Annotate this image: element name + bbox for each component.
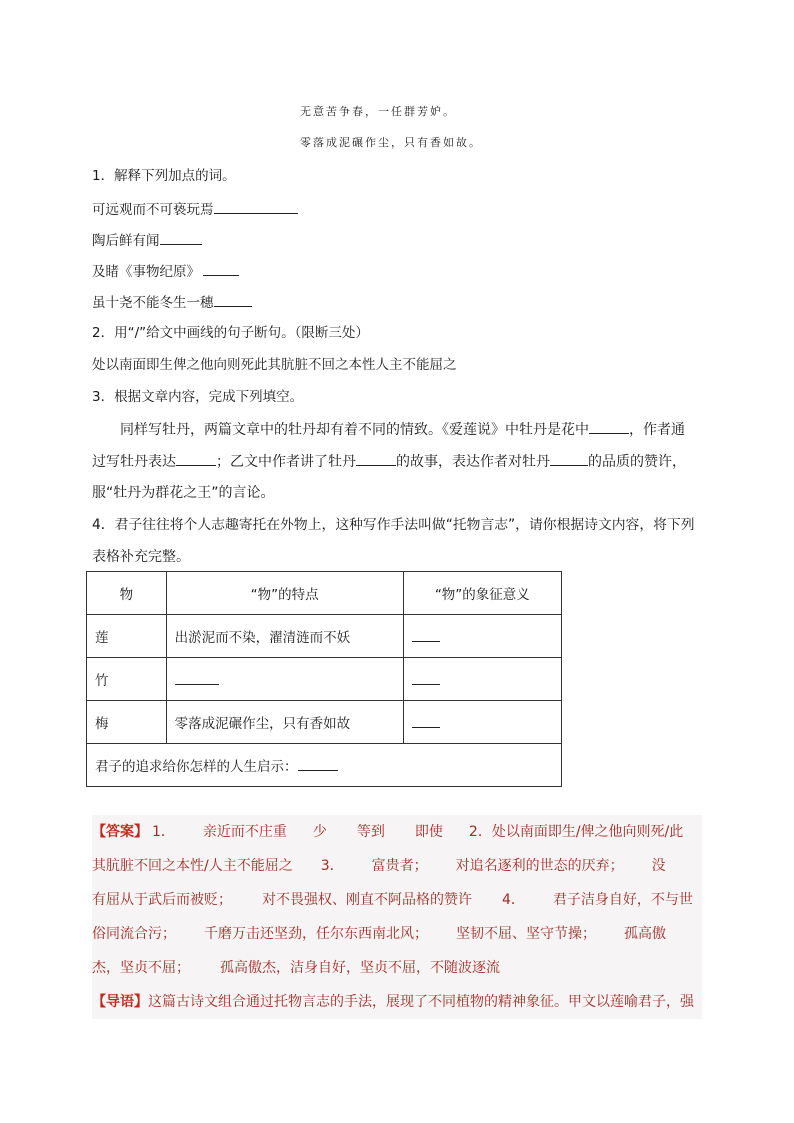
q1-item-2-text: 陶后鲜有闻 <box>92 233 160 249</box>
q3-text-2c: 的故事，表达作者对牡丹 <box>396 454 550 470</box>
answer-seg: 孤高傲 <box>624 926 666 942</box>
table-footer <box>87 744 562 787</box>
answer-seg: 2．处以南面即生/俾之他向则死/此 <box>468 824 684 840</box>
answer-seg: 3． <box>320 858 344 874</box>
answer-line-2 <box>92 849 702 883</box>
answer-blank[interactable] <box>356 451 396 466</box>
table-row <box>87 701 562 744</box>
q3-text-1: 同样写牡丹，两篇文章中的牡丹却有着不同的情致。《爱莲说》中牡丹是花中 <box>120 422 589 438</box>
q1-item-4 <box>92 292 252 313</box>
answer-seg: 等到 <box>356 824 385 840</box>
q3-text-2d: 的品质的赞许， <box>588 454 686 470</box>
header-meaning: “物”的象征意义 <box>403 572 561 615</box>
q1-item-2 <box>92 230 202 251</box>
answer-blank[interactable] <box>203 261 239 276</box>
answer-seg: 孤高傲杰，洁身自好，坚贞不屈，不随波逐流 <box>220 960 500 976</box>
answer-blank[interactable] <box>412 713 440 728</box>
answer-seg: 4． <box>502 892 525 908</box>
q3-text-2b: ；乙文中作者讲了牡丹 <box>216 454 356 470</box>
guide-tag: 【导语】 <box>92 994 148 1010</box>
q3-paragraph-line-3: 服“牡丹为群花之王”的言论。 <box>92 485 275 501</box>
table-header-row <box>87 572 562 615</box>
answer-seg: 对不畏强权、刚直不阿品格的赞许 <box>262 892 472 908</box>
q1-item-3 <box>92 261 239 282</box>
answer-blank[interactable] <box>550 451 588 466</box>
poem-line-1: 无意苦争春，一任群芳妒。 <box>300 105 456 118</box>
answer-blank[interactable] <box>214 292 252 307</box>
q1-item-1 <box>92 199 298 220</box>
answer-seg: 亲近而不庄重 <box>202 824 287 840</box>
q2-title: 2．用“/”给文中画线的句子断句。（限断三处） <box>92 325 369 341</box>
q2-sentence: 处以南面即生俾之他向则死此其肮脏不回之本性人主不能屈之 <box>92 357 457 373</box>
answer-blank[interactable] <box>176 451 216 466</box>
symbolism-table <box>86 571 562 787</box>
answer-line-4 <box>92 917 702 951</box>
row-meaning <box>403 701 561 744</box>
q4-title-line-1: 4．君子往往将个人志趣寄托在外物上，这种写作手法叫做“托物言志”，请你根据诗文内容，将下列 <box>92 517 695 533</box>
answer-block <box>92 815 702 1019</box>
row-feature: 出淤泥而不染，濯清涟而不妖 <box>166 615 403 658</box>
answer-seg: 君子洁身自好，不与世 <box>552 892 693 908</box>
answer-seg: 坚韧不屈、坚守节操； <box>456 926 596 942</box>
q3-paragraph-line-2 <box>92 451 686 472</box>
answer-seg: 有屈从于武后而被贬； <box>92 892 232 908</box>
row-object: 莲 <box>87 615 167 658</box>
answer-line-5 <box>92 951 702 985</box>
q1-item-1-text: 可远观而不可亵玩焉 <box>92 202 214 218</box>
guide-line <box>92 985 702 1019</box>
row-object: 竹 <box>87 658 167 701</box>
answer-blank[interactable] <box>214 199 298 214</box>
row-meaning <box>403 615 561 658</box>
answer-seg: 没 <box>651 858 666 874</box>
q3-text-1b: ，作者通 <box>629 422 685 438</box>
answer-line-1 <box>92 815 702 849</box>
table-row <box>87 658 562 701</box>
answer-blank[interactable] <box>160 230 202 245</box>
answer-line-3 <box>92 883 702 917</box>
row-feature: 零落成泥碾作尘，只有香如故 <box>166 701 403 744</box>
q3-paragraph-line-1 <box>120 419 685 440</box>
q3-title: 3．根据文章内容，完成下列填空。 <box>92 389 304 405</box>
answer-seg: 对追名逐利的世态的厌弃； <box>455 858 624 874</box>
table-row <box>87 615 562 658</box>
footer-text: 君子的追求给你怎样的人生启示： <box>95 759 298 775</box>
poem-line-2: 零落成泥碾作尘，只有香如故。 <box>300 136 482 149</box>
answer-blank[interactable] <box>412 670 440 685</box>
answer-seg: 即使 <box>414 824 443 840</box>
answer-seg: 杰，坚贞不屈； <box>92 960 190 976</box>
table-footer-row <box>87 744 562 787</box>
answer-seg: 1． <box>152 824 175 840</box>
q4-title-line-2: 表格补充完整。 <box>92 549 190 565</box>
header-object: 物 <box>87 572 167 615</box>
q3-text-2a: 过写牡丹表达 <box>92 454 176 470</box>
answer-blank[interactable] <box>175 670 219 685</box>
guide-text: 这篇古诗文组合通过托物言志的手法，展现了不同植物的精神象征。甲文以莲喻君子，强 <box>148 994 694 1010</box>
row-meaning <box>403 658 561 701</box>
q1-title: 1．解释下列加点的词。 <box>92 168 236 184</box>
answer-tag: 【答案】 <box>92 824 148 840</box>
row-object: 梅 <box>87 701 167 744</box>
answer-blank[interactable] <box>412 627 440 642</box>
answer-blank[interactable] <box>589 419 629 434</box>
row-feature <box>166 658 403 701</box>
answer-seg: 其肮脏不回之本性/人主不能屈之 <box>92 858 293 874</box>
answer-seg: 千磨万击还坚劲，任尔东西南北风； <box>204 926 428 942</box>
q1-item-4-text: 虽十尧不能冬生一穗 <box>92 295 214 311</box>
answer-seg: 俗同流合污； <box>92 926 176 942</box>
answer-blank[interactable] <box>298 756 338 771</box>
q1-item-3-text: 及睹《事物纪原》 <box>92 264 200 280</box>
answer-seg: 富贵者； <box>371 858 428 874</box>
header-feature: “物”的特点 <box>166 572 403 615</box>
answer-seg: 少 <box>312 824 327 840</box>
